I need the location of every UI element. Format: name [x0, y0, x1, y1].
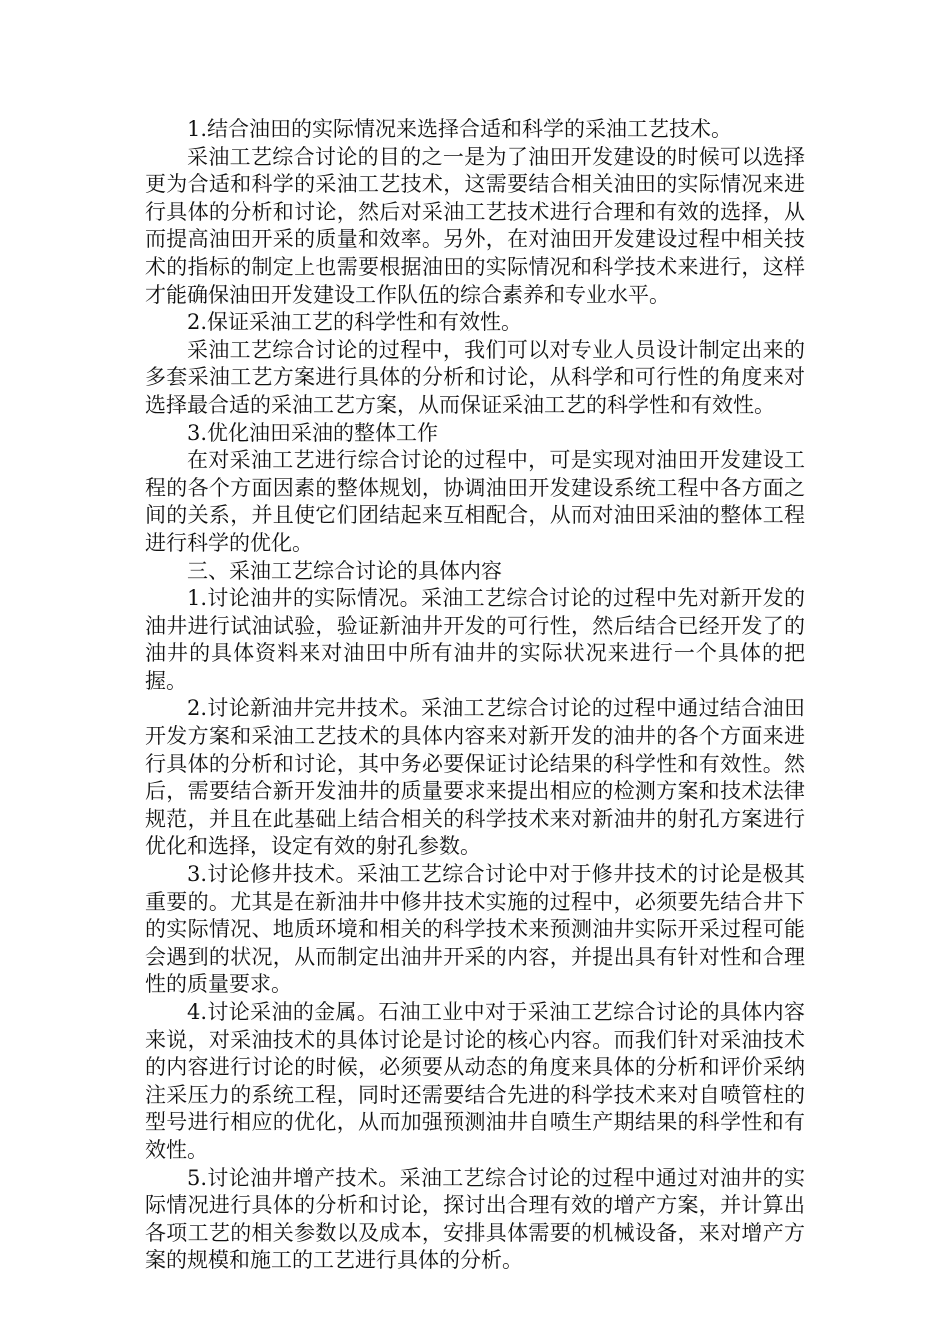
paragraph: 采油工艺综合讨论的过程中，我们可以对专业人员设计制定出来的多套采油工艺方案进行具体的分析和讨论，从科学和可行性的角度来对选择最合适的采油工艺方案，从而保证采油工艺的科学性和有效性。	[145, 337, 805, 417]
document-body	[145, 116, 805, 1275]
heading-item-2: 2.保证采油工艺的科学性和有效性。	[187, 310, 523, 335]
section-heading: 三、采油工艺综合讨论的具体内容	[187, 558, 502, 583]
heading-item-1: 1.结合油田的实际情况来选择合适和科学的采油工艺技术。	[187, 117, 733, 141]
paragraph: 在对采油工艺进行综合讨论的过程中，可是实现对油田开发建设工程的各个方面因素的整体规划，协调油田开发建设系统工程中各方面之间的关系，并且使它们团结起来互相配合，从而对油田采油的整体工程进行科学的优化。	[145, 448, 805, 555]
heading-item-3: 3.优化油田采油的整体工作	[187, 420, 439, 445]
paragraph: 4.讨论采油的金属。石油工业中对于采油工艺综合讨论的具体内容来说，对采油技术的具体讨论是讨论的核心内容。而我们针对采油技术的内容进行讨论的时候，必须要从动态的角度来具体的分析和评价采纳注采压力的系统工程，同时还需要结合先进的科学技术来对自喷管柱的型号进行相应的优化，从而加强预测油井自喷生产期结果的科学性和有效性。	[145, 1000, 805, 1162]
paragraph: 2.讨论新油井完井技术。采油工艺综合讨论的过程中通过结合油田开发方案和采油工艺技术的具体内容来对新开发的油井的各个方面来进行具体的分析和讨论，其中务必要保证讨论结果的科学性和有效性。然后，需要结合新开发油井的质量要求来提出相应的检测方案和技术法律规范，并且在此基础上结合相关的科学技术来对新油井的射孔方案进行优化和选择，设定有效的射孔参数。	[145, 696, 805, 859]
paragraph: 采油工艺综合讨论的目的之一是为了油田开发建设的时候可以选择更为合适和科学的采油工艺技术，这需要结合相关油田的实际情况来进行具体的分析和讨论，然后对采油工艺技术进行合理和有效的选择，从而提高油田开采的质量和效率。另外，在对油田开发建设过程中相关技术的指标的制定上也需要根据油田的实际情况和科学技术来进行，这样才能确保油田开发建设工作队伍的综合素养和专业水平。	[145, 144, 805, 307]
paragraph: 5.讨论油井增产技术。采油工艺综合讨论的过程中通过对油井的实际情况进行具体的分析和讨论，探讨出合理有效的增产方案，并计算出各项工艺的相关参数以及成本，安排具体需要的机械设备，来对增产方案的规模和施工的工艺进行具体的分析。	[145, 1165, 805, 1273]
paragraph: 1.讨论油井的实际情况。采油工艺综合讨论的过程中先对新开发的油井进行试油试验，验证新油井开发的可行性，然后结合已经开发了的油井的具体资料来对油田中所有油井的实际状况来进行一个具体的把握。	[145, 586, 805, 693]
paragraph: 3.讨论修井技术。采油工艺综合讨论中对于修井技术的讨论是极其重要的。尤其是在新油井中修井技术实施的过程中，必须要先结合井下的实际情况、地质环境和相关的科学技术来预测油井实际开采过程可能会遇到的状况，从而制定出油井开采的内容，并提出具有针对性和合理性的质量要求。	[145, 862, 805, 997]
